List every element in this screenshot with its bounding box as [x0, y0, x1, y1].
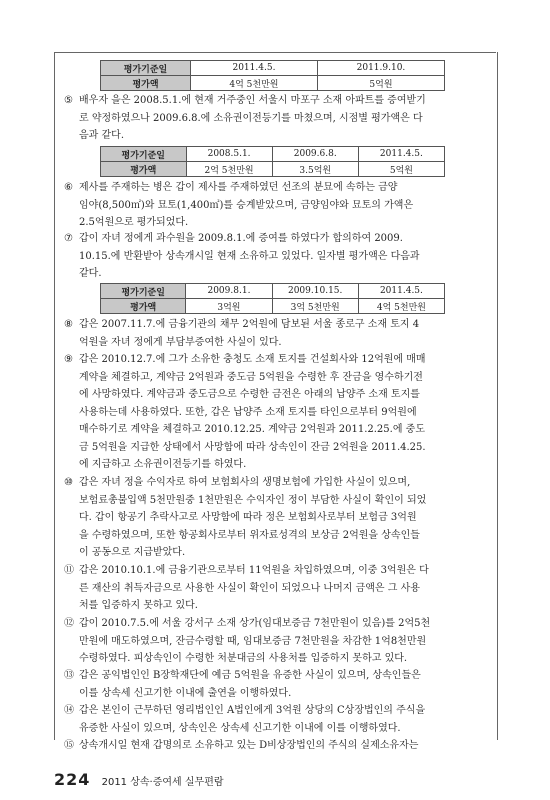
text-line: 갑은 2010.12.7.에 그가 소유한 충청도 소재 토지를 건설회사와 12억원에 매매	[79, 354, 426, 365]
item-number: ⑥	[64, 182, 73, 193]
text-line: 갑은 2010.10.1.에 금융기관으로부터 11억원을 차입하였으며, 이중 3억원은 다	[79, 565, 429, 576]
table-cell: 2011.9.10.	[317, 61, 444, 76]
valuation-table-1	[100, 60, 445, 91]
table-cell: 2억 5천만원	[186, 162, 272, 177]
text-line: 보험료총불입액 5천만원중 1천만원은 수익자인 정이 부담한 사실이 확인이 되었	[79, 494, 427, 506]
item-number: ⑮	[64, 740, 74, 751]
table-cell: 3억원	[186, 299, 272, 314]
list-item	[64, 615, 488, 668]
text-line: 유증한 사실이 있으며, 상속인은 상속세 신고기한 이내에 이를 이행하였다.	[79, 722, 401, 734]
table-cell: 2011.4.5.	[190, 61, 317, 76]
table-cell: 3.5억원	[272, 162, 358, 177]
list-item	[64, 562, 488, 615]
book-title: 2011 상속·증여세 실무편람	[101, 777, 224, 788]
valuation-table-3	[100, 283, 445, 314]
table-header-label: 평가액	[101, 299, 186, 314]
page-footer	[54, 770, 224, 789]
item-number: ⑩	[64, 477, 73, 488]
table-cell: 5억원	[317, 76, 444, 91]
list-item	[64, 179, 488, 232]
item-number: ⑧	[64, 319, 73, 330]
text-line: 배우자 을은 2008.5.1.에 현재 거주중인 서울시 마포구 소재 아파트를 증여받기	[79, 95, 426, 106]
table-header-label: 평가액	[101, 76, 191, 91]
text-line: 2.5억원으로 평가되었다.	[79, 217, 189, 228]
table-header-label: 평가기준일	[101, 284, 186, 299]
item-number: ⑭	[64, 705, 74, 716]
list-item	[64, 351, 488, 474]
list-item	[64, 92, 488, 145]
table-cell: 4억 5천만원	[190, 76, 317, 91]
text-line: 에 지급하고 소유권이전등기를 하였다.	[79, 459, 247, 470]
text-line: 만원에 매도하였으며, 잔금수령할 때, 임대보증금 7천만원을 차감한 1억8천만원	[79, 635, 427, 647]
page-number: 224	[54, 770, 91, 789]
text-line: 에 사망하였다. 계약금과 중도금으로 수령한 금전은 아래의 납양주 소재 토지를	[79, 389, 420, 400]
valuation-table-2	[100, 146, 445, 177]
table-cell: 2011.4.5.	[358, 284, 444, 299]
text-line: 른 재산의 취득자금으로 사용한 사실이 확인이 되었으나 나머지 금액은 그 사용	[79, 582, 420, 594]
item-number: ⑫	[64, 618, 74, 629]
list-item	[64, 702, 488, 737]
item-number: ⑨	[64, 354, 73, 365]
text-line: 제사를 주재하는 병은 갑이 제사를 주재하였던 선조의 분묘에 속하는 금양	[79, 182, 398, 193]
text-line: 계약을 체결하고, 계약금 2억원과 중도금 5억원을 수령한 후 잔금을 영수하기전	[79, 371, 423, 383]
text-line: 이 공동으로 지급받았다.	[79, 547, 186, 558]
text-line: 이를 상속세 신고기한 이내에 출연을 이행하였다.	[79, 687, 292, 699]
table-cell: 2011.4.5.	[358, 147, 444, 162]
text-line: 사용하는데 사용하였다. 또한, 갑은 납양주 소재 토지를 타인으로부터 9억원에	[79, 406, 417, 418]
text-line: 상속개시일 현재 갑명의로 소유하고 있는 D비상장법인의 주식의 실제소유자는	[79, 740, 419, 751]
text-line: 갑은 2007.11.7.에 금융기관의 채무 2억원에 담보된 서울 종로구 소재 토지 4	[79, 319, 420, 330]
text-line: 수령하였다. 피상속인이 수령한 처분대금의 사용처를 입증하지 못하고 있다.	[79, 653, 408, 664]
text-line: 을 수령하였으며, 또한 항공회사로부터 위자료성격의 보상금 2억원을 상속인들	[79, 529, 420, 541]
list-item	[64, 474, 488, 562]
text-line: 갑은 본인이 근무하던 영리법인인 A법인에게 3억원 상당의 C상장법인의 주식을	[79, 705, 426, 716]
table-cell: 2008.5.1.	[186, 147, 272, 162]
item-number: ⑤	[64, 95, 73, 106]
item-number: ⑦	[64, 233, 73, 244]
text-line: 금 5억원을 지급한 상태에서 사망함에 따라 상속인이 잔금 2억원을 2011.4.25.	[79, 441, 426, 453]
table-header-label: 평가액	[101, 162, 187, 177]
text-line: 10.15.에 반환받아 상속개시일 현재 소유하고 있었다. 일자별 평가액은 다음과	[79, 250, 420, 262]
text-line: 억원을 자녀 정에게 부담부증여한 사실이 있다.	[79, 336, 282, 348]
text-line: 임야(8,500㎡)와 묘토(1,400㎡)를 승계받았으며, 금양임야와 묘토의 가액은	[79, 199, 414, 211]
text-line: 갑은 공익법인인 B장학재단에 예금 5억원을 유증한 사실이 있으며, 상속인들은	[79, 670, 421, 681]
text-line: 매수하기로 계약을 체결하고 2010.12.25. 계약금 2억원과 2011.2.25.에 중도	[79, 424, 425, 435]
item-number: ⑪	[64, 565, 74, 576]
table-cell: 2009.6.8.	[272, 147, 358, 162]
table-cell: 4억 5천만원	[358, 299, 444, 314]
text-line: 로 약정하였으나 2009.6.8.에 소유권이전등기를 마쳤으며, 시점별 평가액은 다	[79, 112, 423, 124]
table-header-label: 평가기준일	[101, 61, 191, 76]
text-line: 갑은 자녀 정을 수익자로 하여 보험회사의 생명보험에 가입한 사실이 있으며,	[79, 477, 411, 488]
table-cell: 5억원	[358, 162, 444, 177]
list-item	[64, 316, 488, 351]
text-line: 음과 같다.	[79, 130, 124, 141]
item-number: ⑬	[64, 670, 74, 681]
list-item	[64, 667, 488, 702]
text-line: 같다.	[79, 268, 102, 279]
table-cell: 2009.10.15.	[272, 284, 358, 299]
table-cell: 3억 5천만원	[272, 299, 358, 314]
list-item	[64, 230, 488, 283]
text-line: 갑이 2010.7.5.에 서울 강서구 소재 상가(임대보증금 7천만원이 있음)를 2억5천	[79, 618, 431, 629]
list-item	[64, 737, 488, 755]
text-line: 처를 입증하지 못하고 있다.	[79, 600, 198, 611]
text-line: 다. 갑이 항공기 추락사고로 사망함에 따라 정은 보험회사로부터 보험금 3억원	[79, 512, 417, 523]
table-cell: 2009.8.1.	[186, 284, 272, 299]
table-header-label: 평가기준일	[101, 147, 187, 162]
text-line: 갑이 자녀 정에게 과수원을 2009.8.1.에 증여를 하였다가 합의하여 2009.	[79, 233, 403, 244]
